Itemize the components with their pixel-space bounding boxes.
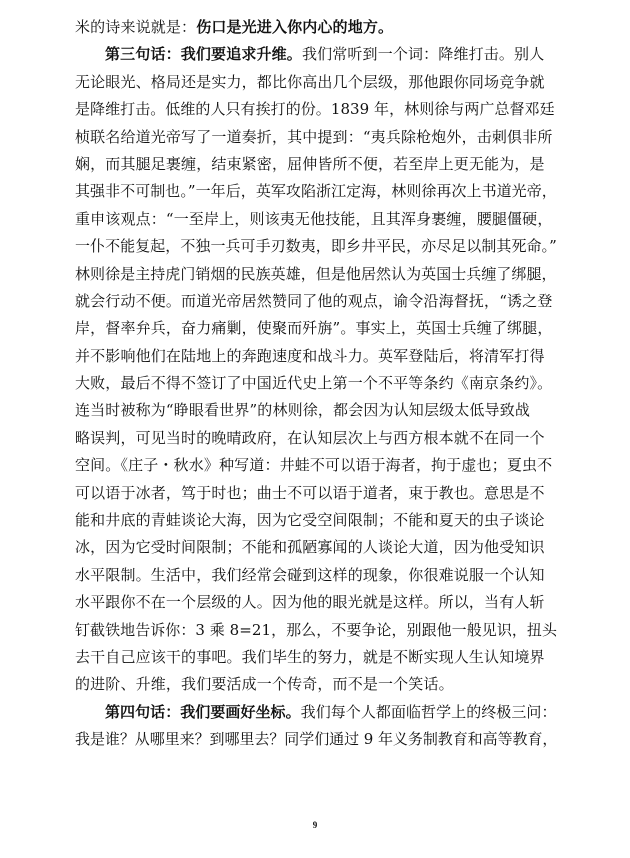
- bold-text: 伤口是光进入你内心的地方。: [196, 18, 394, 36]
- text-line: [75, 617, 557, 644]
- text-span: 空间。《庄子・秋水》种写道：井蛙不可以语于海者，拘于虚也；夏虫不: [75, 456, 553, 475]
- text-line: [75, 562, 557, 589]
- bold-text: 第三句话：我们要追求升维。: [105, 45, 302, 64]
- text-line: [75, 178, 557, 205]
- text-line: [75, 534, 557, 561]
- text-span: 重申该观点：“一至岸上，则该夷无他技能，且其浑身裹缠，腰腿僵硬，: [75, 209, 553, 228]
- text-line: [75, 425, 557, 452]
- text-line: [75, 671, 557, 698]
- text-span: 就会行动不便。而道光帝居然赞同了他的观点，谕令沿海督抚，“诱之登: [75, 291, 553, 310]
- text-line: [75, 69, 557, 96]
- text-line: [75, 14, 557, 41]
- text-span: 水平跟你不在一个层级的人。因为他的眼光就是这样。所以，当有人斩: [75, 593, 545, 612]
- body-text: [75, 14, 557, 754]
- text-line: [75, 699, 557, 726]
- text-span: 我是谁？从哪里来？到哪里去？同学们通过 9 年义务制教育和高等教育，: [75, 730, 557, 749]
- text-span: 一仆不能复起，不独一兵可手刃数夷，即乡井平民，亦尽足以制其死命。”: [75, 237, 557, 256]
- bold-text: 第四句话：我们要画好坐标。: [105, 702, 301, 721]
- text-line: [75, 206, 557, 233]
- text-span: 林则徐是主持虎门销烟的民族英雄，但是他居然认为英国士兵缠了绑腿，: [75, 264, 557, 283]
- text-span: 能和井底的青蛙谈论大海，因为它受空间限制；不能和夏天的虫子谈论: [75, 511, 545, 530]
- text-span: 桢联名给道光帝写了一道奏折，其中提到：“夷兵除枪炮外，击刺俱非所: [75, 127, 553, 146]
- text-line: [75, 233, 557, 260]
- text-span: 的进阶、升维，我们要活成一个传奇，而不是一个笑话。: [75, 675, 454, 694]
- text-span: 我们每个人都面临哲学上的终极三问：: [300, 702, 557, 721]
- text-span: 钉截铁地告诉你：3 乘 8=21，那么，不要争论，别跟他一般见识，扭头: [75, 620, 557, 639]
- text-line: [75, 41, 557, 68]
- text-span: 其强非不可制也。”一年后，英军攻陷浙江定海，林则徐再次上书道光帝，: [75, 182, 557, 201]
- text-line: [75, 343, 557, 370]
- text-line: [75, 644, 557, 671]
- text-line: [75, 507, 557, 534]
- page-number: 9: [312, 820, 318, 830]
- text-line: [75, 452, 557, 479]
- text-span: 去干自己应该干的事吧。我们毕生的努力，就是不断实现人生认知境界: [75, 647, 545, 666]
- text-span: 无论眼光、格局还是实力，都比你高出几个层级，那他跟你同场竞争就: [75, 72, 545, 91]
- text-span: 并不影响他们在陆地上的奔跑速度和战斗力。英军登陆后，将清军打得: [75, 346, 545, 365]
- text-span: 米的诗来说就是：: [75, 18, 197, 36]
- text-span: 略误判，可见当时的晚晴政府，在认知层次上与西方根本就不在同一个: [75, 428, 545, 447]
- text-line: [75, 96, 557, 123]
- text-line: [75, 370, 557, 397]
- text-line: [75, 315, 557, 342]
- text-span: 连当时被称为“睁眼看世界”的林则徐，都会因为认知层级太低导致战: [75, 401, 530, 420]
- text-span: 可以语于冰者，笃于时也；曲士不可以语于道者，束于教也。意思是不: [75, 483, 545, 502]
- text-span: 大败，最后不得不签订了中国近代史上第一个不平等条约《南京条约》。: [75, 374, 553, 393]
- text-span: 冰，因为它受时间限制；不能和孤陋寡闻的人谈论大道，因为他受知识: [75, 538, 545, 557]
- text-line: [75, 726, 557, 753]
- text-line: [75, 397, 557, 424]
- text-line: [75, 151, 557, 178]
- text-span: 我们常听到一个词：降维打击。别人: [301, 45, 545, 64]
- text-line: [75, 480, 557, 507]
- text-span: 娴，而其腿足裹缠，结束紧密，屈伸皆所不便，若至岸上更无能为，是: [75, 154, 545, 173]
- text-line: [75, 589, 557, 616]
- text-span: 水平限制。生活中，我们经常会碰到这样的现象，你很难说服一个认知: [75, 565, 545, 584]
- text-span: 岸，督率弁兵，奋力痛剿，使聚而歼旃”。事实上，英国士兵缠了绑腿，: [75, 319, 553, 338]
- text-span: 是降维打击。低维的人只有挨打的份。1839 年，林则徐与两广总督邓廷: [75, 100, 555, 119]
- text-line: [75, 288, 557, 315]
- text-line: [75, 124, 557, 151]
- text-line: [75, 261, 557, 288]
